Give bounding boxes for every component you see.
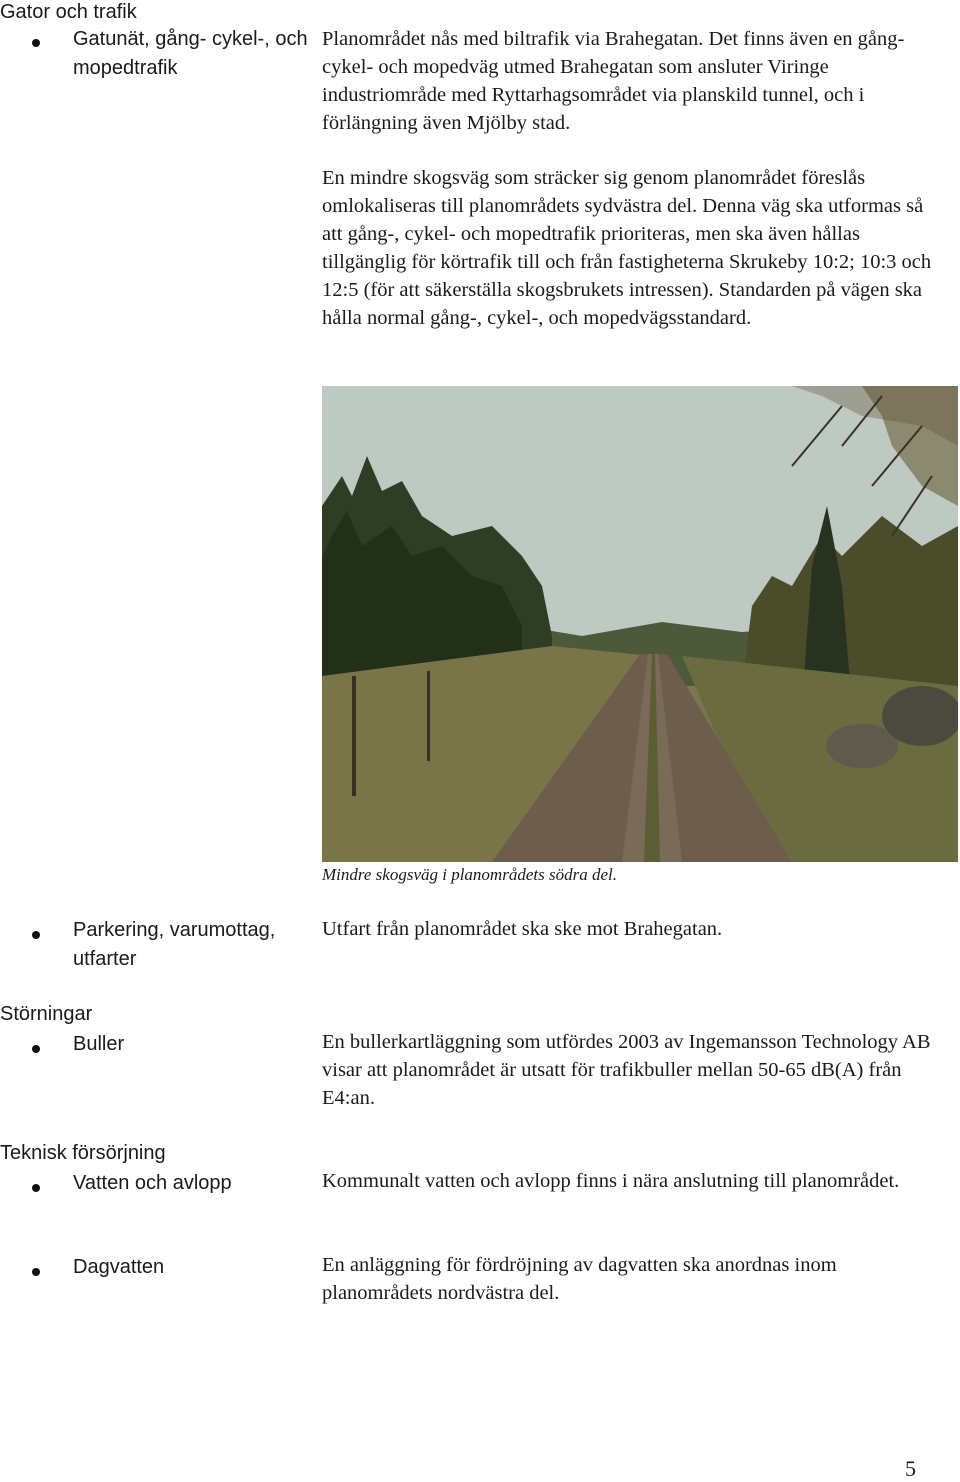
- label-dagvatten: Dagvatten: [73, 1256, 165, 1278]
- label-parkering: Parkering, varumottag, utfarter: [73, 919, 276, 970]
- bullet-icon: [32, 1045, 40, 1053]
- paragraph-parkering: Utfart från planområdet ska ske mot Brahegatan.: [322, 918, 723, 940]
- paragraph-vatten: Kommunalt vatten och avlopp finns i nära anslutning till planområdet.: [322, 1170, 900, 1192]
- paragraph-buller: En bullerkartläggning som utfördes 2003 av Ingemansson Technology AB visar att planområdet är utsatt för trafikbuller mellan 50-65 dB(A) från E4:an.: [322, 1031, 931, 1109]
- paragraph-gatunat-2: En mindre skogsväg som sträcker sig genom planområdet föreslås omlokaliseras till planområdets sydvästra del. Denna väg ska utformas så att gång-, cykel- och mopedtrafik prioriteras, men ska även hållas tillgänglig för körtrafik till och från fastigheterna Skrukeby 10:2; 10:3 och 12:5 (för att säkerställa skogsbrukets intressen). Standarden på vägen ska hålla normal gång-, cykel-, och mopedvägsstandard.: [322, 167, 932, 329]
- bullet-icon: [32, 1268, 40, 1276]
- heading-teknisk-forsorjning: Teknisk försörjning: [0, 1142, 166, 1164]
- page-number: 5: [905, 1456, 916, 1481]
- bullet-icon: [32, 1184, 40, 1192]
- label-buller: Buller: [73, 1033, 125, 1055]
- photo-caption: Mindre skogsväg i planområdets södra del.: [322, 865, 617, 884]
- bullet-icon: [32, 931, 40, 939]
- forest-road-photo: [322, 386, 958, 862]
- paragraph-gatunat-1: Planområdet nås med biltrafik via Brahegatan. Det finns även en gång- cykel- och mopedväg utmed Brahegatan som ansluter Viringe industriområde med Ryttarhagsområdet via planskild tunnel, och i förlängning även Mjölby stad.: [322, 28, 905, 134]
- bullet-icon: [32, 39, 40, 47]
- heading-gator-och-trafik: Gator och trafik: [0, 1, 137, 23]
- label-vatten: Vatten och avlopp: [73, 1172, 232, 1194]
- heading-storningar: Störningar: [0, 1003, 93, 1025]
- paragraph-dagvatten: En anläggning för fördröjning av dagvatten ska anordnas inom planområdets nordvästra del.: [322, 1254, 837, 1304]
- label-gatunat: Gatunät, gång- cykel-, och mopedtrafik: [73, 28, 308, 79]
- forest-road-illustration: [322, 386, 958, 862]
